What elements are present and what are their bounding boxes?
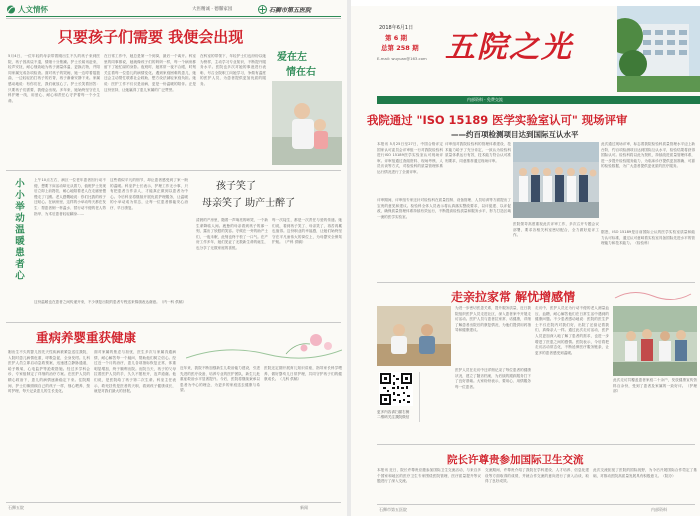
review-team-group-photo	[513, 142, 599, 218]
hospital-building-photo	[617, 6, 700, 92]
decorative-swirl-icon	[613, 288, 693, 302]
flower-decoration-icon	[186, 324, 342, 362]
left-footer-rule	[6, 502, 341, 503]
lead-article-column-6: 据悉，ISO 15189是目前国际公认的医学实验室质量和能力认可标准，通过认可意味着实验室具备国际先进水平的管理能力和技术能力。（检验科）	[601, 230, 695, 246]
side-heading-line-2: 情在右	[286, 67, 316, 78]
building-illustration	[617, 6, 700, 92]
lead-article-column-4: 评审期间，评审组专家还针对检验科在质量控制、设备管理、人员培训等方面提出了宝贵的意见和建议。检验科全体人员表示将认真落实整改要求，以评促建、以评促改，确保质量管理体系持续有效运行，不断提高检验质量和服务水平，努力打造区域一流的医学实验室。	[377, 198, 511, 219]
section-divider	[6, 170, 341, 171]
hospital-name: 石狮市第五医院	[269, 7, 312, 14]
bottom-article-column-4: 医院还定期开展育儿知识讲座，指导家长科学喂养，做好婴幼儿日常护理，共同守护孩子们的健康成长。（儿科 供稿）	[264, 366, 342, 382]
community-visit-illustration	[613, 306, 697, 376]
lead-headline: 我院通过 "ISO 15189 医学实验室认可" 现场评审	[367, 113, 628, 127]
middle-article-byline: 这份温暖也在患者之间传递开来，不少康复出院的患者专程送来锦旗表达谢意。（内一科 供稿）	[34, 300, 187, 304]
total-issue-number: 总第 258 期	[381, 44, 419, 52]
issue-number: 第 6 期	[385, 34, 408, 42]
newspaper-logo: 五院之光	[445, 30, 573, 65]
bottom-article-title: 重病养婴重获健康	[36, 330, 137, 345]
middle-article-column-2: 这些看似平凡的细节，却让患者感受到了家一般的温暖。科室护士长表示，护理工作无小事，只有把患者当作亲人，才能真正做到以患者为中心。今后科室将继续开展优质护理服务，让温暖的小举动成为常态，让每一位患者都能安心治疗、早日康复。	[110, 178, 188, 210]
bottom-article-column-1: 刚出生不久的婴儿因先天性疾病被紧急送往我院，入院时患儿病情危重，呼吸急促，全身发绀。儿科医护人员立即启动急救预案，迅速建立静脉通道，给予吸氧、心电监护等抢救措施。经过多学科会诊，专家组制定了详细的治疗方案。在医护人员的精心救治下，患儿的病情逐渐稳定下来。住院期间，护士们像照顾自己的孩子一样，细心喂养、按时护理，每天记录患儿的生长变化。	[8, 350, 90, 394]
poem-line-1: 孩子笑了	[216, 181, 256, 192]
left-page-header	[6, 4, 341, 15]
poem-line-2: 母亲笑了 助产士醉了	[202, 198, 296, 209]
right-footer-text: 石狮市第五医院	[379, 507, 407, 512]
middle-article-column-1: 上午10点左右，病区一位老年患者因行动不便，想要下床活动却无从着力，值班护士发现后立即上前搀扶，耐心地陪着老人在走廊里慢慢走了几圈。老人感慨地说：你们比我的孩子还贴心。在病房里，这样的小举动每天都在发生：帮患者倒一杯温水、替行动不便的老人剪指甲、为术后患者轻轻翻身……	[34, 178, 106, 216]
second-article-column-4: 医护人员在走访中还详细记录了每位患者的健康状况，建立了随访档案，为后续的跟踪服务打下了良好基础。大家纷纷表示，要用心、用情服务每一位患者。	[455, 368, 531, 389]
bottom-article-column-1: 本报讯 近日，院长许尊贵应邀参加国际卫生交流活动，与来自多个国家和地区的医疗卫生专家围绕医院管理、医疗质量提升等议题进行了深入交流。	[377, 468, 481, 484]
top-article-column-3: 在科室的带领下，年轻护士们也纷纷以她为榜样，主动学习专业知识，不断提升服务水平。医院也多次对她的事迹进行表彰，号召全院职工向她学习，争做有温度的医护人员，为患者提供更加优质的服务。	[200, 54, 266, 86]
top-article-column-2: 在日常工作中，她总是第一个到岗，最后一个离开。科室里的同事都说，她就像孩子们的妈妈一样，每一个病房都留下了她忙碌的身影。夜班时，她常常一夜不合眼，时刻关注着每一位患儿的病情变化。遇到家庭困难的患儿，她还会主动帮忙联系社会救助，想方设法减轻家庭负担。她说：医护工作不仅仅是治病，更是一份温暖的陪伴。正是这份坚持，让她赢得了患儿家属的广泛赞誉。	[104, 54, 196, 92]
community-visit-photo	[613, 306, 697, 376]
second-headline: 走亲拉家常 解忧增感情	[451, 290, 576, 304]
banner-text: 内部资料 · 免费交流	[467, 97, 503, 102]
poem-heading-box	[196, 175, 342, 215]
section-divider	[377, 282, 695, 283]
bottom-article-column-3: 此次交流拓宽了医院的国际视野，为今后开展国际合作奠定了基础，对推动医院高质量发展具有积极意义。（院办）	[593, 468, 697, 478]
section-divider-2	[6, 322, 341, 323]
qr-caption-line-1: 更多内容请扫描右侧	[377, 410, 410, 414]
right-footer-rule	[377, 504, 695, 505]
decorative-flower-banner	[186, 324, 342, 362]
top-article-column-1: 5月4日，一位年轻的母亲带着刚出生不久的孩子来到医院，孩子因高烧不退，情绪十分焦躁。护士长闻讯赶来，轻声安抚，耐心细致地为孩子测量体温、更换衣物，并陪同家属完成各项检查。面对孩子的哭闹，她一边哼着摇篮曲，一边轻轻拍打孩子的后背，孩子渐渐安静下来。家属感动地说：有你们在，我们就放心了。护士长笑着回答：只要孩子们需要，我便会出现。多年来，她始终坚守在儿科护理一线，用爱心、耐心和责任心守护着每一个小生命。	[8, 54, 100, 103]
header-rule-thin	[6, 18, 341, 19]
lead-article-column-5: 医院领导高度重视此次评审工作，多次召开专题会议部署，要求各相关科室密切配合，全力做好迎评工作。	[513, 222, 599, 238]
section-divider-2	[377, 444, 695, 445]
left-newspaper-page	[0, 0, 347, 516]
lead-article-column-1: 本报讯 5月25日至27日，中国合格评定国家认可委员会评审组一行对我院检验科进行ISO 15189医学实验室认可现场评审。评审组通过查阅资料、现场考核、人员访谈等方式，对检验科的质量管理体系运行情况进行了全面评审。	[377, 142, 443, 174]
masthead-leaf-icon	[6, 5, 16, 14]
left-footer-text: 石狮五院	[8, 505, 24, 510]
right-footer-right: 内部资料	[651, 507, 667, 512]
vertical-article-title: 小小举动温暖患者心	[13, 178, 24, 282]
nurse-with-child-photo	[272, 81, 342, 165]
poem-article-column-2: 每一次接生，都是一次责任与爱的传递。她们说，看到孩子笑了、母亲笑了，再苦再累也值得。这份职业的幸福感，让她们始终坚守在平凡而伟大的岗位上，为母婴安全保驾护航。（产科 供稿）	[272, 218, 342, 245]
masthead-banner	[377, 96, 700, 104]
right-newspaper-page	[351, 0, 700, 516]
home-visit-illustration	[377, 306, 451, 366]
second-article-column-2: 走访中，医护人员还为行动不便的老人测量血压、血糖，耐心解答他们在日常生活中遇到的健康问题。不少患者感动地说：医院的医生护士不仅在院内对我们好，出院了还惦记着我们，真像亲人一样。通过此次走访活动，医护人员更加深入地了解了患者的需求，也进一步增进了医患之间的感情。医院表示，今后将把走访活动常态化，不断延伸医疗服务链条，让更多的患者感受到温暖。	[535, 306, 609, 355]
group-photo-illustration	[513, 142, 599, 218]
qr-caption-line-2: 二维码关注我院微信	[377, 415, 410, 419]
wechat-qr-code[interactable]	[379, 372, 413, 406]
second-article-column-1: 为进一步密切医患关系，提升服务质量，近日我院组织医护人员走进社区，深入患者家中开展走访活动。医护人员与患者拉家常、话健康，详细了解患者出院后的康复情况，为他们提供用药指导和健康建议。	[455, 306, 531, 333]
bottom-article-column-2: 面对家属的焦虑与担忧，医生多次与家属沟通病情，耐心解答每一个疑问，帮助他们树立信心。经过近一个月的治疗，患儿各项指标恢复正常，体重明显增加，终于顺利出院。出院当天，孩子的父母拉着医护人员的手，久久不愿松开，连声道谢。他们说，是医院给了孩子第二次生命。科室主任表示，救死扶伤是医者的天职，看到孩子健康成长，就是对我们最大的回报。	[94, 350, 176, 394]
contact-email: E-mail: wuyuan@163.com	[377, 56, 427, 61]
masthead-name: 人文情怀	[18, 5, 48, 14]
qr-divider	[419, 372, 420, 422]
bottom-headline: 院长许尊贵参加国际卫生交流	[447, 454, 584, 466]
second-article-column-3: 此次走访共覆盖患者家庭二十余户，发放健康宣传资料百余份，受到了患者及家属的一致好评。（护理部）	[613, 378, 697, 394]
home-visit-photo	[377, 306, 451, 366]
poem-article-column-1: 清晨的产房里，随着一声响亮的啼哭，一个新生命降临人间。疲惫的母亲看到孩子的那一刻，露出了欣慰的笑容。守候在一旁的助产士们，一夜未眠，此刻也终于松了一口气。在产房工作多年，她们见证了无数新生命的诞生，也分享了无数家庭的喜悦。	[196, 218, 268, 250]
lead-article-column-3: 此次通过现场评审，标志着我院检验科质量管理水平迈上新台阶，约百项检测项目达到国际互认水平，检验结果将获得国际认可。检验科将以此为契机，持续改进质量管理体系，进一步提升检验服务能力，为临床诊疗提供更加准确、可靠的检验数据，为广大患者提供更优质的医疗服务。	[601, 142, 695, 169]
qr-code-icon	[379, 372, 413, 406]
side-heading-line-1: 爱在左	[277, 52, 307, 63]
bottom-article-column-3: 近年来，我院不断加强新生儿救治能力建设，引进先进的医疗设备，培养专业的医护团队，新生儿危重症救治水平显著提升。今后，医院将继续秉承以患者为中心的理念，为更多的家庭送去健康与希望。	[180, 366, 260, 393]
header-rule	[6, 16, 341, 17]
left-footer-right: 新闻	[300, 505, 308, 510]
issue-date: 2018年6月1日	[379, 25, 414, 31]
main-article-title: 只要孩子们需要 我便会出现	[58, 28, 244, 46]
lead-article-column-2: 评审组对我院检验科的管理体系建设、技术能力给予了充分肯定，一致认为检验科质量体系运行有效，技术能力符合认可准则要求，同意推荐通过现场评审。	[445, 142, 511, 163]
photo-illustration	[272, 81, 342, 165]
bottom-article-column-2: 交流期间，许尊贵介绍了我院在学科建设、人才培养、信息化建设等方面取得的成绩，并就合作交流的意向进行了深入洽谈，取得了良好成效。	[485, 468, 589, 484]
header-center-text: 大医精诚 · 德馨家园	[192, 7, 233, 12]
lead-subheadline: ——约百项检测项目达到国际互认水平	[451, 130, 579, 139]
hospital-logo-icon	[258, 5, 267, 14]
